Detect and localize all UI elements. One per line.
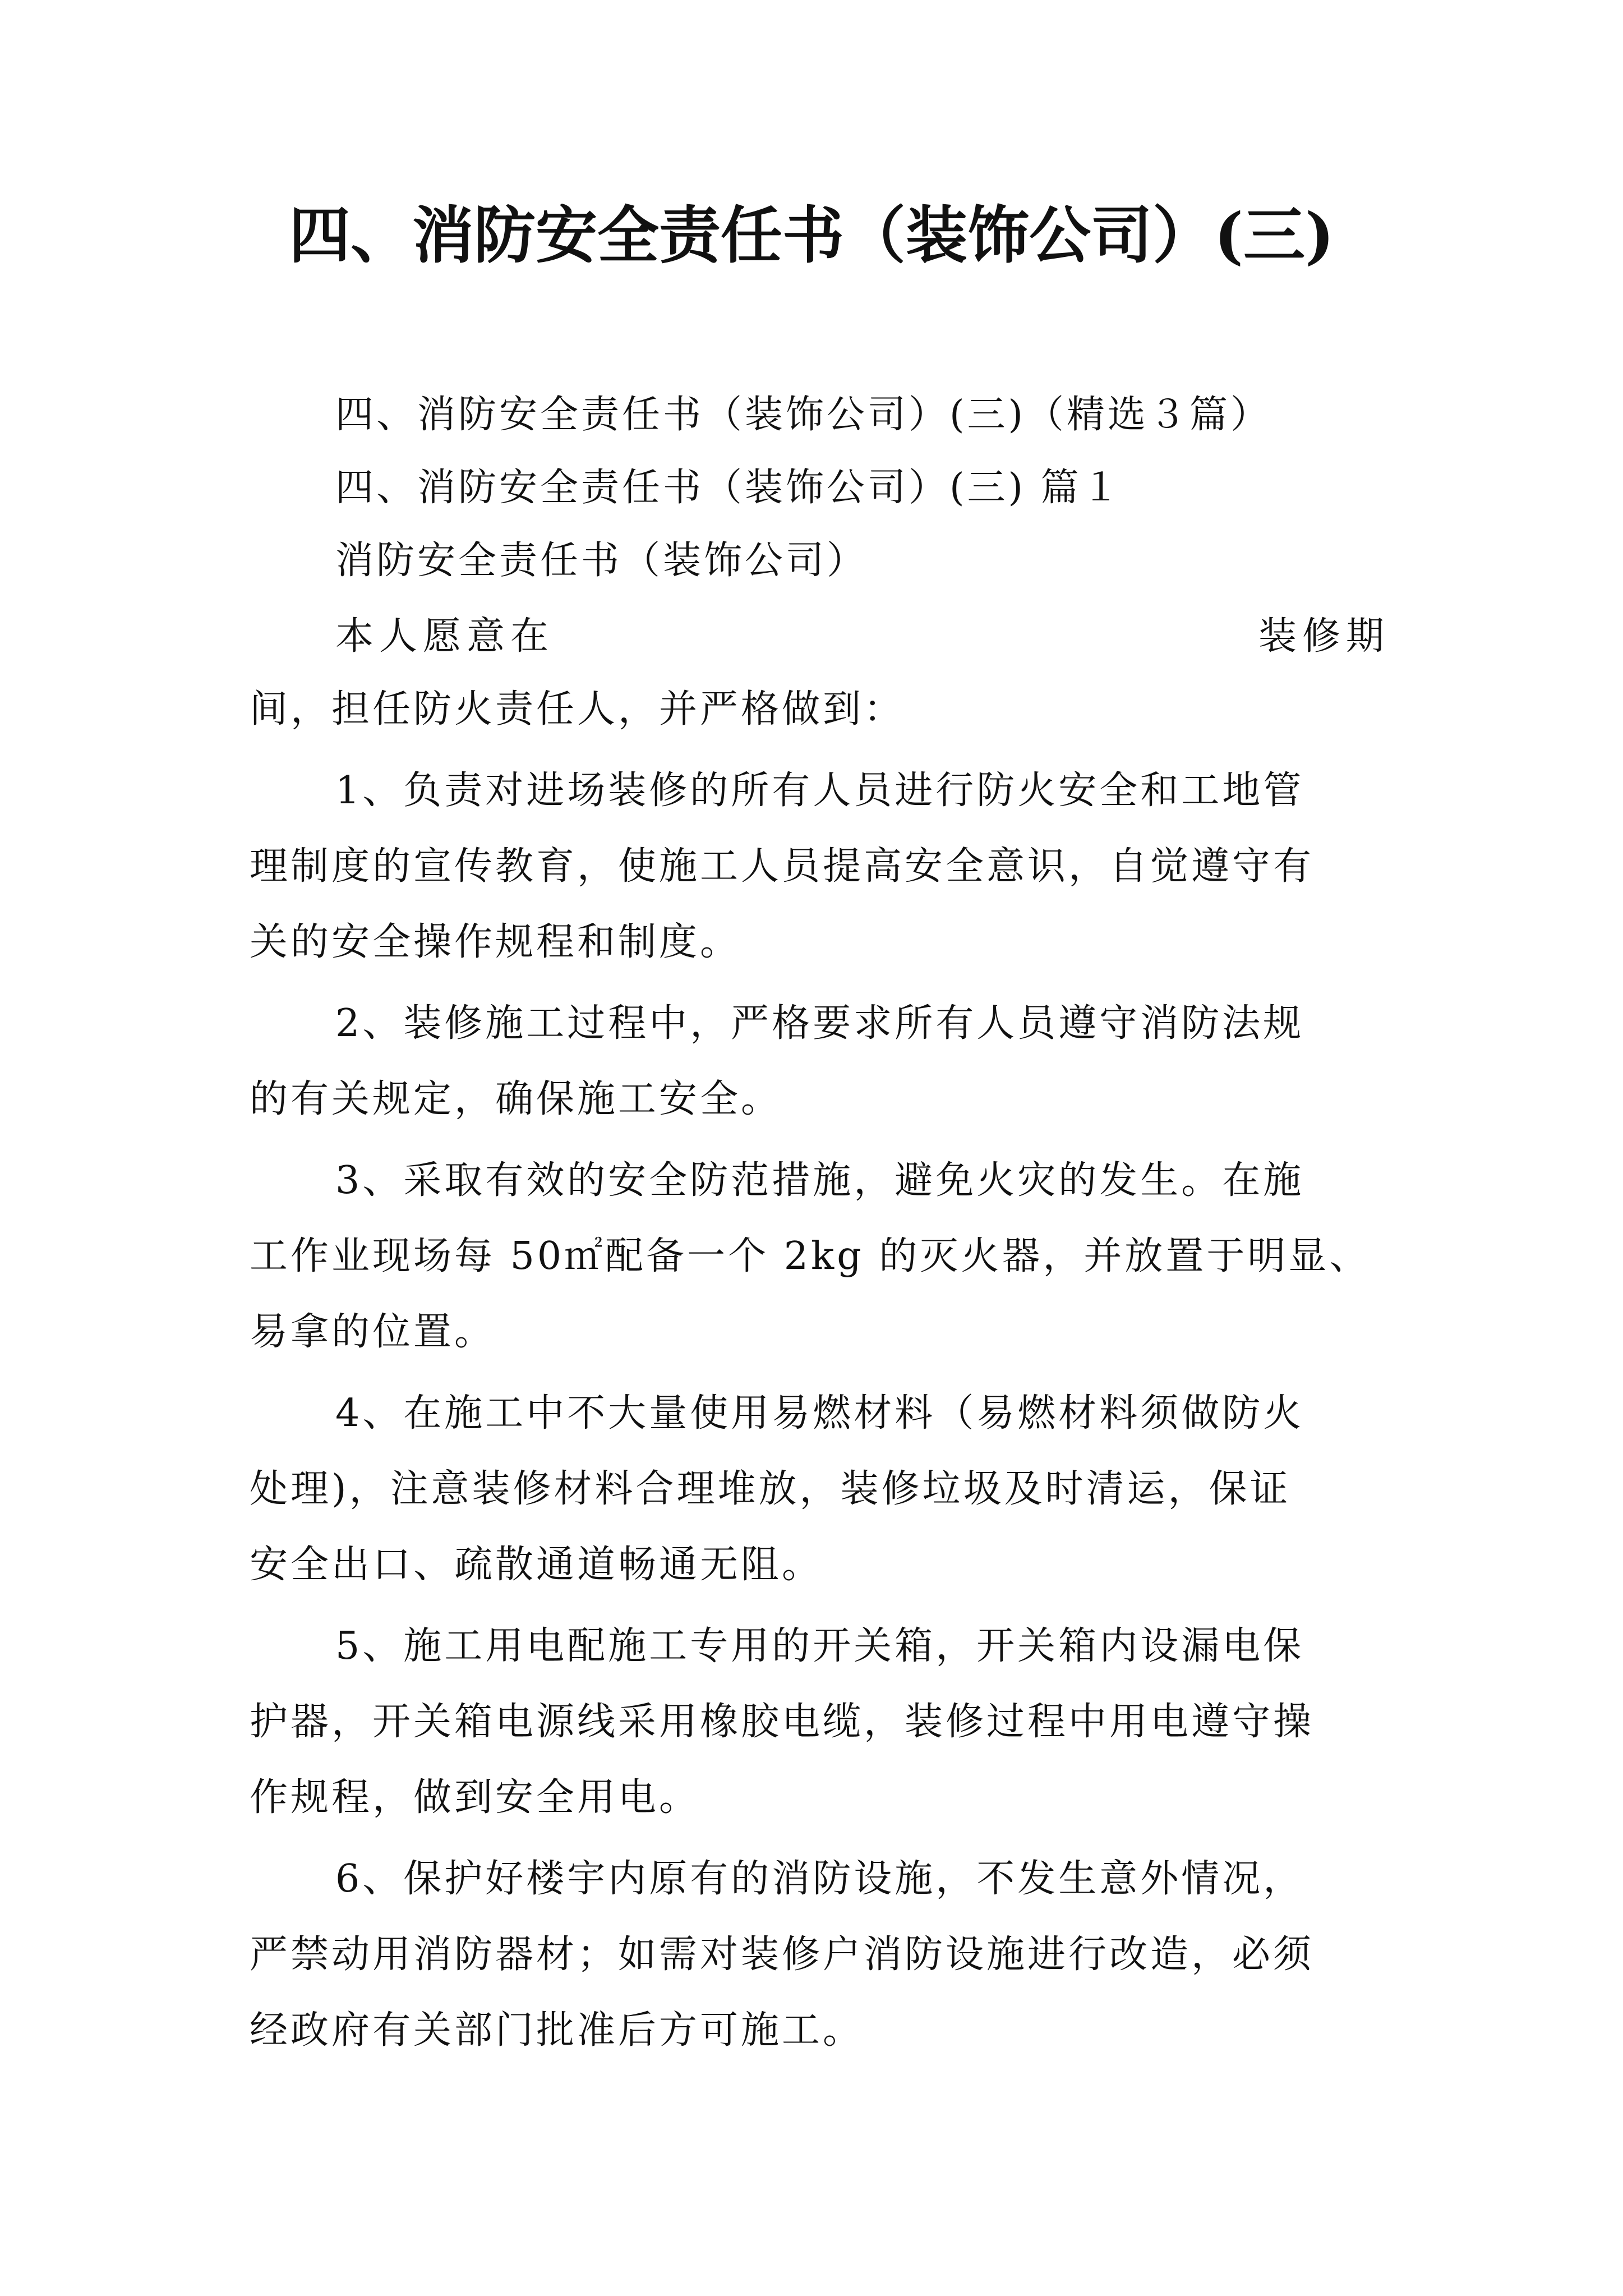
pledge-right: 装修期 — [1258, 614, 1390, 659]
document-title: 四、消防安全责任书（装饰公司）(三) — [288, 199, 1335, 272]
item5-line1: 5、施工用电配施工专用的开关箱，开关箱内设漏电保 — [335, 1624, 1304, 1668]
item4-line1: 4、在施工中不大量使用易燃材料（易燃材料须做防火 — [335, 1391, 1304, 1435]
item2-line2: 的有关规定，确保施工安全。 — [250, 1077, 782, 1121]
item1-line3: 关的安全操作规程和制度。 — [250, 920, 741, 964]
item2-line1: 2、装修施工过程中，严格要求所有人员遵守消防法规 — [335, 1001, 1304, 1046]
item5-line2: 护器，开关箱电源线采用橡胶电缆，装修过程中用电遵守操 — [250, 1700, 1315, 1744]
item5-line3: 作规程，做到安全用电。 — [250, 1775, 700, 1820]
item6-line3: 经政府有关部门批准后方可施工。 — [250, 2008, 864, 2053]
pledge-line — [335, 609, 1390, 665]
item6-line2: 严禁动用消防器材；如需对装修户消防设施进行改造，必须 — [250, 1932, 1315, 1977]
item1-line2: 理制度的宣传教育，使施工人员提高安全意识，自觉遵守有 — [250, 844, 1315, 889]
item1-line1: 1、负责对进场装修的所有人员进行防火安全和工地管 — [335, 769, 1304, 813]
item3-line3: 易拿的位置。 — [250, 1310, 496, 1354]
pledge-continuation: 间，担任防火责任人，并严格做到： — [250, 687, 905, 731]
item4-line3: 安全出口、疏散通道畅通无阻。 — [250, 1543, 823, 1587]
doc-heading: 消防安全责任书（装饰公司） — [335, 539, 868, 583]
item6-line1: 6、保护好楼宇内原有的消防设施，不发生意外情况， — [335, 1857, 1304, 1901]
pledge-left: 本人愿意在 — [335, 614, 555, 659]
item4-line2: 处理)，注意装修材料合理堆放，装修垃圾及时清运，保证 — [250, 1467, 1291, 1511]
article-heading: 四、消防安全责任书（装饰公司）(三) 篇１ — [335, 466, 1123, 510]
item3-line1: 3、采取有效的安全防范措施，避免火灾的发生。在施 — [335, 1158, 1304, 1203]
subtitle-selected: 四、消防安全责任书（装饰公司）(三)（精选３篇） — [335, 393, 1272, 437]
item3-line2: 工作业现场每 50㎡配备一个 2kg 的灭火器，并放置于明显、 — [250, 1234, 1371, 1278]
